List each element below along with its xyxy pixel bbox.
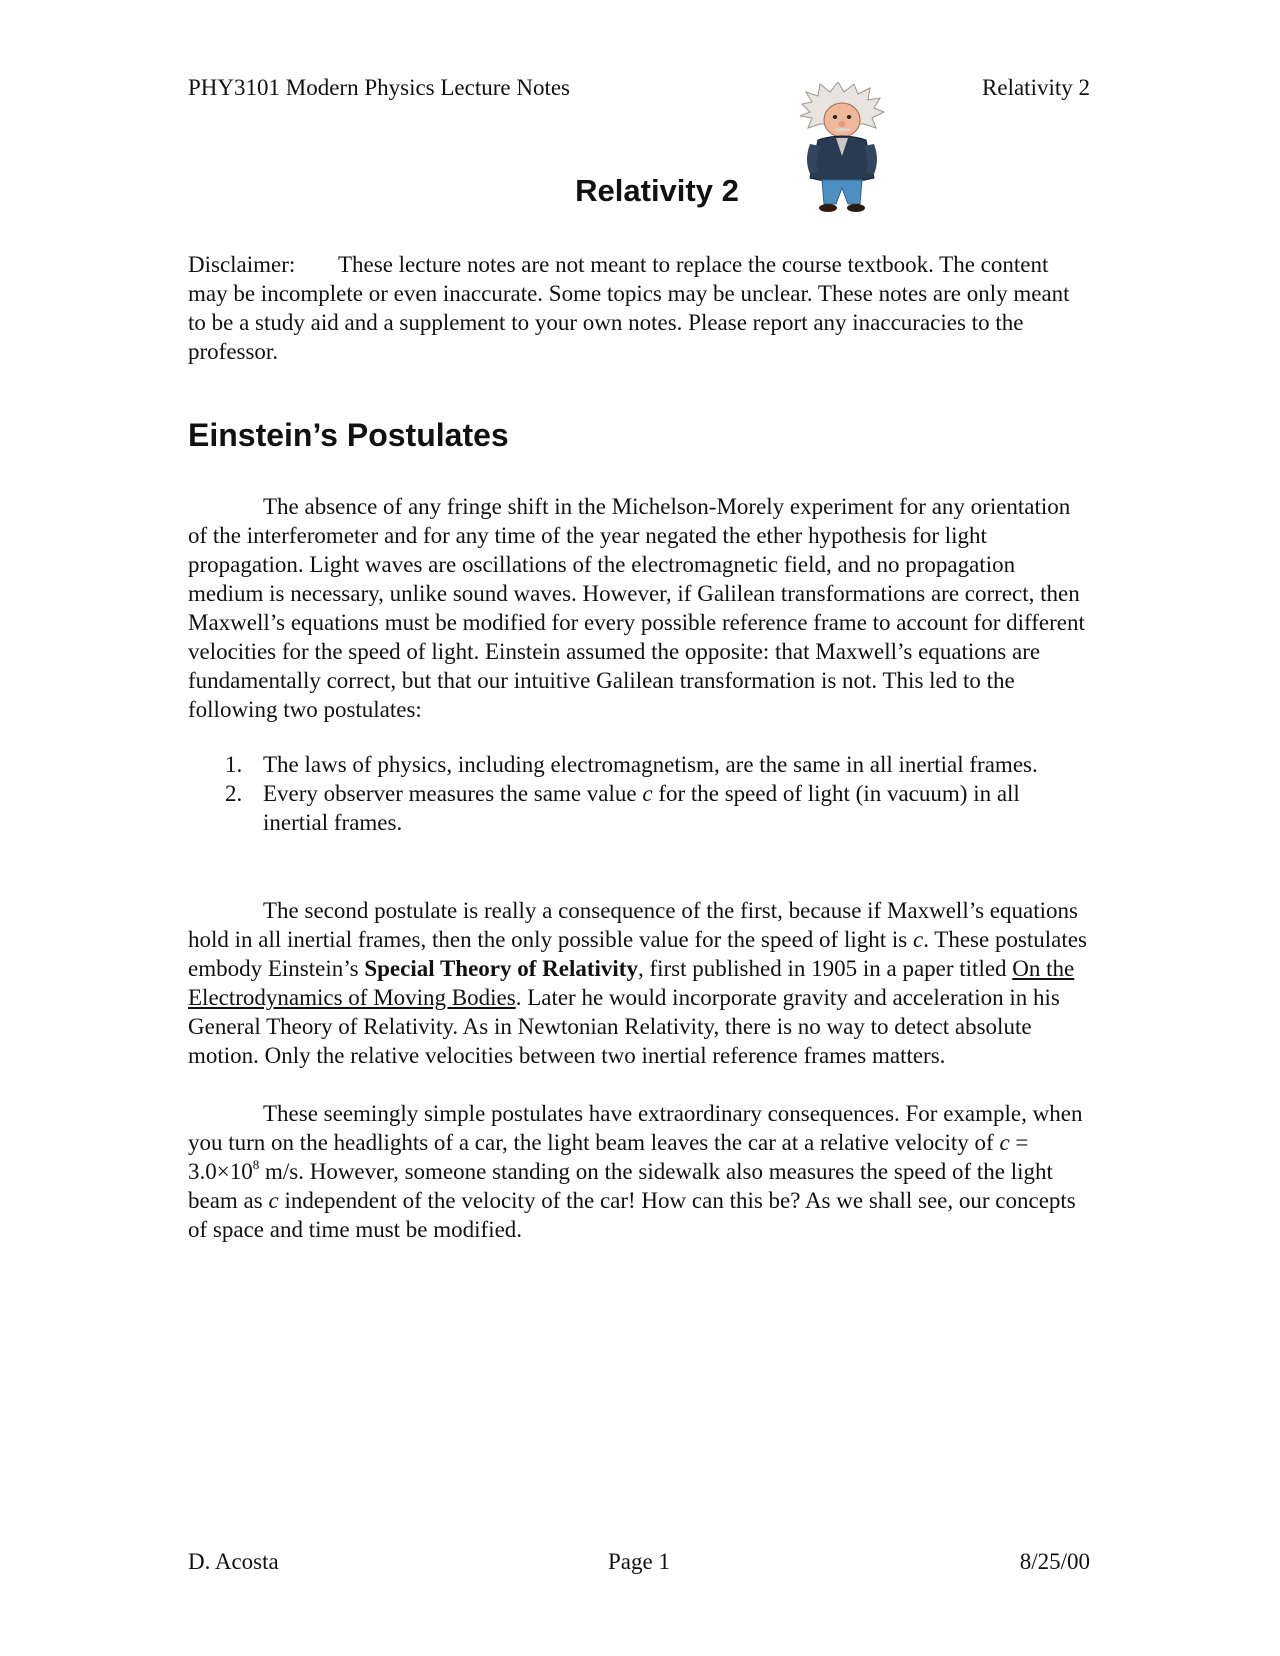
text-run: independent of the velocity of the car! How can this be? As we shall see, our concepts of space and time must be modified. [188,1188,1076,1242]
text-run: These seemingly simple postulates have extraordinary consequences. For example, when you turn on the headlights of a car, the light beam leaves the car at a relative velocity of [188,1101,1083,1155]
postulates-list [188,750,1090,837]
footer-page-number: Page 1 [608,1549,670,1574]
paragraph-special-relativity [188,896,1090,1070]
page-title: Relativity 2 [575,173,739,208]
text-run: . These postulates embody Einstein’s [188,927,1087,981]
paragraph-ether: The absence of any fringe shift in the Michelson-Morely experiment for any orientation of the interferometer and for any time of the year negated the ether hypothesis for light propagation. Light waves are oscillations of the electromagnetic field, and no propagation medium is necessary, unlike sound waves. However, if Galilean transformations are correct, then Maxwell’s equations must be modified for every possible reference frame to account for different velocities for the speed of light. Einstein assumed the opposite: that Maxwell’s equations are fundamentally correct, but that our intuitive Galilean transformation is not. This led to the following two postulates: [188,494,1085,722]
section-heading: Einstein’s Postulates [188,417,509,453]
list-item-number: 2. [225,781,243,806]
running-footer [188,1548,1090,1576]
text-run: The second postulate is really a consequence of the first, because if Maxwell’s equations hold in all inertial frames, then the only possible value for the speed of light is [188,898,1078,952]
list-item-text: The laws of physics, including electromagnetism, are the same in all inertial frames. [263,752,1038,777]
list-item-text-part: Every observer measures the same value [263,781,643,806]
text-run: . Later he would incorporate gravity and acceleration in his General Theory of Relativity. As in Newtonian Relativity, there is no way to detect absolute motion. Only the relative velocities between two inertial reference frames matters. [188,985,1060,1068]
footer-author: D. Acosta [188,1549,279,1574]
text-run: m/s. However, someone standing on the sidewalk also measures the speed of the light beam as [188,1159,1053,1213]
speed-of-light-symbol: c [642,781,653,806]
face [824,103,860,137]
disclaimer-label: Disclaimer: [188,252,296,277]
speed-of-light-symbol: c [268,1188,279,1213]
disclaimer-paragraph [188,250,1090,366]
list-item-text-part: for the speed of light (in vacuum) in all inertial frames. [263,781,1020,835]
disclaimer-text: These lecture notes are not meant to replace the course textbook. The content may be incomplete or even inaccurate. Some topics may be unclear. These notes are only meant to be a study aid and a supplement to your own notes. Please report any inaccuracies to the professor. [188,252,1070,364]
header-course-title: PHY3101 Modern Physics Lecture Notes [188,75,571,100]
text-run: , first published in 1905 in a paper titled [637,956,1013,981]
speed-of-light-symbol: c [912,927,924,952]
bold-term: Special Theory of Relativity [364,956,638,981]
paper-title: On the Electrodynamics of Moving Bodies [188,956,1075,1010]
list-item [188,750,1090,779]
paragraph-consequences [188,1099,1090,1244]
footer-date: 8/25/00 [1019,1549,1090,1574]
equation-exponent: 8 [252,1157,260,1172]
list-item-number: 1. [225,752,243,777]
list-item-text [263,781,1020,835]
equation-text: = 3.0×10 [188,1130,1029,1184]
list-item [188,779,1090,837]
speed-of-light-symbol: c [999,1130,1010,1155]
header-chapter-title: Relativity 2 [982,75,1090,100]
